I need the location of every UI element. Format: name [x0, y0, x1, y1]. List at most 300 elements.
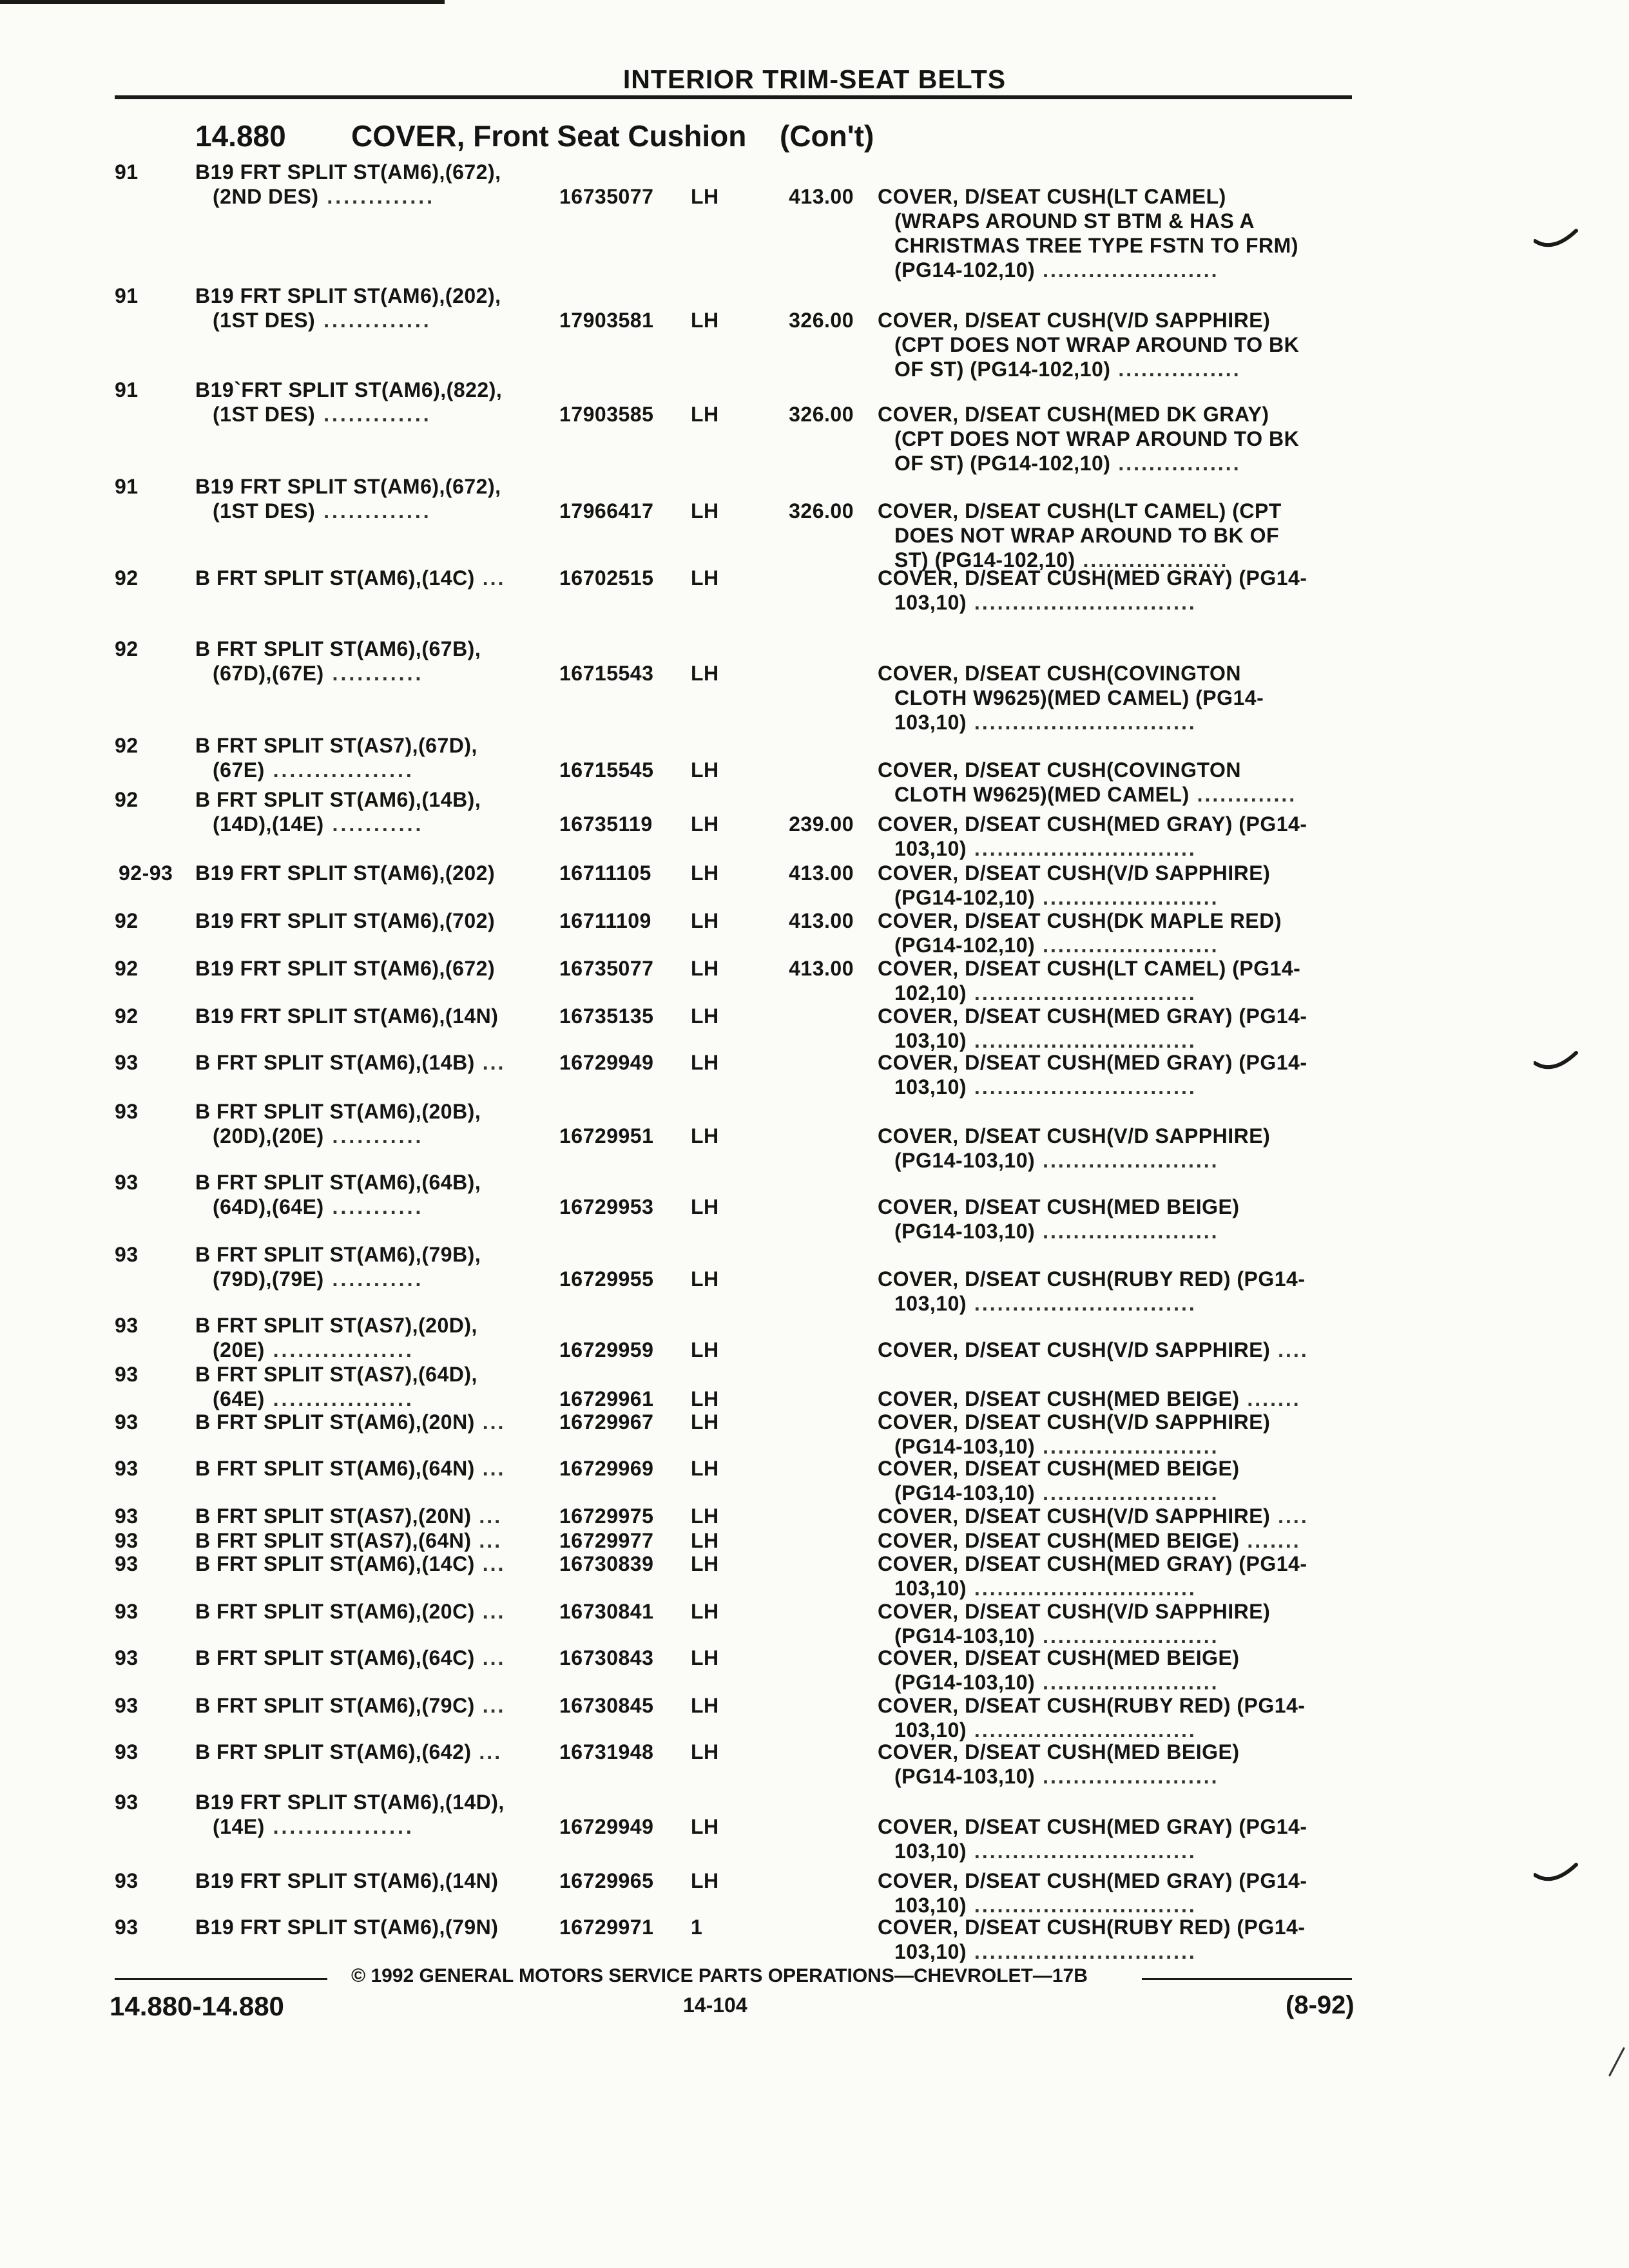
- part-number: 17903585: [559, 403, 654, 426]
- part-number: 16730843: [559, 1646, 654, 1669]
- quantity: LH: [691, 1387, 719, 1410]
- description: [878, 1456, 1354, 1505]
- description: [878, 1915, 1354, 1964]
- item-number: 93: [115, 1646, 139, 1669]
- dot-leader: ...: [471, 1740, 503, 1763]
- description-line: [878, 523, 1354, 548]
- parts-list-line: [195, 1552, 505, 1576]
- parts-list-text: B FRT SPLIT ST(AS7),(20N): [195, 1504, 472, 1528]
- item-number: 93: [115, 1457, 139, 1480]
- dot-leader: .............................: [967, 1577, 1197, 1600]
- description-text: COVER, D/SEAT CUSH(RUBY RED) (PG14-: [878, 1694, 1306, 1717]
- description: [878, 861, 1354, 910]
- description-text: 103,10): [894, 1718, 967, 1742]
- parts-list-continuation: [213, 1195, 423, 1219]
- description-line: [878, 861, 1354, 885]
- item-number: 93: [115, 1363, 139, 1386]
- item-number: 93: [115, 1051, 139, 1074]
- parts-list-text: B19 FRT SPLIT ST(AM6),(202): [195, 861, 496, 885]
- quantity: LH: [691, 1529, 719, 1552]
- description-line: [878, 1291, 1354, 1316]
- description: [878, 758, 1354, 807]
- part-number: 16729949: [559, 1051, 654, 1074]
- item-number: 93: [115, 1694, 139, 1717]
- dot-leader: ...: [474, 1457, 506, 1480]
- parts-list-text: (64E): [213, 1387, 265, 1410]
- dot-leader: ...: [471, 1529, 503, 1552]
- part-number: 16711105: [559, 861, 651, 885]
- description-text: ST) (PG14-102,10): [894, 548, 1075, 572]
- description-text: COVER, D/SEAT CUSH(MED GRAY) (PG14-: [878, 1004, 1307, 1028]
- item-number: 93: [115, 1243, 139, 1266]
- description-text: COVER, D/SEAT CUSH(MED BEIGE): [878, 1646, 1240, 1669]
- part-number: 16735077: [559, 957, 654, 980]
- description-line: [878, 499, 1354, 523]
- parts-list-line: B FRT SPLIT ST(AM6),(14B),: [195, 788, 481, 811]
- parts-list-continuation: [213, 758, 414, 782]
- description-text: 103,10): [894, 1940, 967, 1963]
- description-text: COVER, D/SEAT CUSH(MED BEIGE): [878, 1195, 1240, 1218]
- description-line: [878, 566, 1354, 590]
- section-continued: (Con't): [780, 119, 874, 153]
- parts-list-text: B19 FRT SPLIT ST(AM6),(79N): [195, 1916, 499, 1939]
- dot-leader: ...........: [323, 1267, 424, 1291]
- description-text: 103,10): [894, 1577, 967, 1600]
- item-number: 93: [115, 1314, 139, 1337]
- part-number: 16729975: [559, 1504, 654, 1528]
- description-line: [878, 1219, 1354, 1244]
- dot-leader: .......................: [1035, 1149, 1219, 1172]
- quantity: LH: [691, 309, 719, 332]
- dot-leader: .......................: [1035, 934, 1219, 957]
- parts-list-line: [195, 1915, 498, 1939]
- parts-list-line: [195, 1693, 505, 1718]
- description-text: (PG14-103,10): [894, 1149, 1036, 1172]
- part-number: 16729969: [559, 1457, 654, 1480]
- dot-leader: .......................: [1035, 1481, 1219, 1504]
- parts-list-text: B19 FRT SPLIT ST(AM6),(14N): [195, 1004, 499, 1028]
- page-title: INTERIOR TRIM-SEAT BELTS: [622, 64, 1007, 94]
- parts-list-line: B FRT SPLIT ST(AS7),(64D),: [195, 1363, 477, 1386]
- part-number: 16729953: [559, 1195, 654, 1218]
- quantity: LH: [691, 812, 719, 836]
- description-line: [878, 184, 1354, 209]
- dot-leader: .............: [315, 499, 432, 523]
- description-line: [878, 1075, 1354, 1099]
- description-line: [878, 1576, 1354, 1600]
- footer-rule-right: [1142, 1978, 1352, 1980]
- parts-list-continuation: [213, 1124, 423, 1148]
- description-text: 103,10): [894, 1292, 967, 1315]
- quantity: LH: [691, 1410, 719, 1434]
- quantity: LH: [691, 861, 719, 885]
- description-text: COVER, D/SEAT CUSH(MED BEIGE): [878, 1457, 1240, 1480]
- price: 326.00: [789, 403, 854, 426]
- dot-leader: .............................: [967, 711, 1197, 734]
- part-number: 16730839: [559, 1552, 654, 1575]
- description-text: CHRISTMAS TREE TYPE FSTN TO FRM): [894, 234, 1298, 257]
- quantity: LH: [691, 1552, 719, 1575]
- description: [878, 402, 1354, 476]
- description: [878, 1124, 1354, 1173]
- dot-leader: ...: [474, 1694, 506, 1717]
- parts-list-text: (2ND DES): [213, 185, 319, 208]
- description-line: [878, 686, 1354, 710]
- description-text: (WRAPS AROUND ST BTM & HAS A: [894, 209, 1255, 233]
- dot-leader: .................: [264, 1387, 414, 1410]
- description: [878, 1195, 1354, 1244]
- price: 413.00: [789, 909, 854, 932]
- part-number: 16702515: [559, 566, 654, 590]
- description-line: [878, 1124, 1354, 1148]
- quantity: LH: [691, 758, 719, 782]
- item-number: 93: [115, 1171, 139, 1194]
- description-text: COVER, D/SEAT CUSH(COVINGTON: [878, 758, 1241, 782]
- description-line: [878, 1504, 1354, 1528]
- item-number: 92: [115, 788, 139, 811]
- part-number: 16715545: [559, 758, 654, 782]
- description-text: COVER, D/SEAT CUSH(V/D SAPPHIRE): [878, 1410, 1271, 1434]
- parts-list-text: B FRT SPLIT ST(AM6),(14C): [195, 1552, 475, 1575]
- dot-leader: .............................: [967, 1029, 1197, 1052]
- parts-list-text: (67D),(67E): [213, 662, 324, 685]
- description: [878, 1528, 1354, 1553]
- description-line: [878, 1869, 1354, 1893]
- description-text: COVER, D/SEAT CUSH(MED GRAY) (PG14-: [878, 1051, 1307, 1074]
- description: [878, 1004, 1354, 1053]
- parts-list-continuation: [213, 308, 432, 332]
- part-number: 16735077: [559, 185, 654, 208]
- description-line: [878, 836, 1354, 861]
- quantity: LH: [691, 1815, 719, 1838]
- dot-leader: .............: [315, 403, 432, 426]
- parts-list-text: B FRT SPLIT ST(AM6),(20C): [195, 1600, 475, 1623]
- parts-list-line: B FRT SPLIT ST(AM6),(64B),: [195, 1171, 481, 1194]
- parts-list-line: B19 FRT SPLIT ST(AM6),(672),: [195, 475, 501, 498]
- description-text: 103,10): [894, 1075, 967, 1099]
- dot-leader: .............................: [967, 591, 1197, 614]
- dot-leader: .................: [264, 1338, 414, 1361]
- quantity: LH: [691, 1600, 719, 1623]
- description-line: [878, 1893, 1354, 1917]
- description: [878, 1387, 1354, 1411]
- description-line: [878, 1718, 1354, 1742]
- quantity: LH: [691, 1195, 719, 1218]
- section-title: COVER, Front Seat Cushion: [351, 119, 747, 153]
- parts-list-line: [195, 1528, 502, 1553]
- dot-leader: .......: [1239, 1529, 1301, 1552]
- item-number: 92: [115, 637, 139, 660]
- parts-list-text: B FRT SPLIT ST(AS7),(64N): [195, 1529, 472, 1552]
- price: 413.00: [789, 185, 854, 208]
- parts-list-line: [195, 1740, 502, 1764]
- dot-leader: .............: [318, 185, 435, 208]
- dot-leader: ...: [471, 1504, 503, 1528]
- parts-list-text: B19 FRT SPLIT ST(AM6),(702): [195, 909, 496, 932]
- header-rule: [115, 95, 1352, 99]
- dot-leader: .................: [264, 1815, 414, 1838]
- item-number: 93: [115, 1552, 139, 1575]
- parts-list-line: B19`FRT SPLIT ST(AM6),(822),: [195, 378, 503, 401]
- parts-list-text: B FRT SPLIT ST(AM6),(20N): [195, 1410, 475, 1434]
- parts-list-text: B FRT SPLIT ST(AM6),(14B): [195, 1051, 475, 1074]
- parts-list-continuation: [213, 1267, 423, 1291]
- description: [878, 956, 1354, 1005]
- parts-list-line: B FRT SPLIT ST(AM6),(67B),: [195, 637, 481, 660]
- footer-date: (8-92): [1286, 1991, 1354, 2019]
- description-line: [878, 402, 1354, 427]
- dot-leader: .............................: [967, 1940, 1197, 1963]
- description-line: [878, 308, 1354, 332]
- price: 326.00: [789, 499, 854, 523]
- parts-list-continuation: [213, 661, 423, 686]
- part-number: 16735135: [559, 1004, 654, 1028]
- dot-leader: ...................: [1075, 548, 1229, 572]
- description-line: [878, 1552, 1354, 1576]
- description-line: [878, 357, 1354, 381]
- item-number: 93: [115, 1600, 139, 1623]
- description-text: COVER, D/SEAT CUSH(V/D SAPPHIRE): [878, 1600, 1271, 1623]
- description-line: [878, 451, 1354, 476]
- parts-list-text: B FRT SPLIT ST(AM6),(642): [195, 1740, 472, 1763]
- dot-leader: .............................: [967, 1075, 1197, 1099]
- quantity: LH: [691, 1051, 719, 1074]
- price: 326.00: [789, 309, 854, 332]
- part-number: 16729977: [559, 1529, 654, 1552]
- parts-list-line: [195, 1050, 505, 1075]
- description: [878, 1693, 1354, 1742]
- item-number: 92: [115, 957, 139, 980]
- parts-list-text: (64D),(64E): [213, 1195, 324, 1218]
- description-line: [878, 1814, 1354, 1839]
- description-line: [878, 981, 1354, 1005]
- description-line: [878, 1267, 1354, 1291]
- quantity: LH: [691, 1457, 719, 1480]
- parts-list-continuation: [213, 184, 435, 209]
- description-text: 103,10): [894, 1840, 967, 1863]
- parts-list-text: B FRT SPLIT ST(AM6),(64C): [195, 1646, 475, 1669]
- margin-check-mark: [1534, 1049, 1579, 1075]
- item-number: 91: [115, 378, 139, 401]
- part-number: 17903581: [559, 309, 654, 332]
- footer-section-range: 14.880-14.880: [110, 1991, 284, 2021]
- item-number: 91: [115, 284, 139, 307]
- part-number: 16729959: [559, 1338, 654, 1361]
- parts-list-text: B19 FRT SPLIT ST(AM6),(672): [195, 957, 496, 980]
- parts-list-line: [195, 1504, 502, 1528]
- description-line: [878, 1387, 1354, 1411]
- description-line: [878, 758, 1354, 782]
- dot-leader: .......................: [1035, 886, 1219, 909]
- description: [878, 308, 1354, 381]
- description-line: [878, 1434, 1354, 1459]
- quantity: LH: [691, 1267, 719, 1291]
- parts-list-text: (14E): [213, 1815, 265, 1838]
- dot-leader: ...: [474, 1051, 506, 1074]
- description-text: 103,10): [894, 837, 967, 860]
- description: [878, 1814, 1354, 1863]
- description-text: (PG14-103,10): [894, 1481, 1036, 1504]
- part-number: 17966417: [559, 499, 654, 523]
- section-number: 14.880: [195, 119, 286, 153]
- price: 239.00: [789, 812, 854, 836]
- dot-leader: .......: [1239, 1387, 1301, 1410]
- description-text: COVER, D/SEAT CUSH(LT CAMEL) (PG14-: [878, 957, 1301, 980]
- footer-page-number: 14-104: [683, 1994, 747, 2017]
- part-number: 16729967: [559, 1410, 654, 1434]
- description-line: [878, 1028, 1354, 1053]
- description-text: (PG14-103,10): [894, 1624, 1036, 1648]
- parts-list-line: [195, 1456, 505, 1481]
- parts-list-text: (20E): [213, 1338, 265, 1361]
- parts-list-line: [195, 566, 505, 590]
- parts-list-line: B FRT SPLIT ST(AS7),(20D),: [195, 1314, 477, 1337]
- margin-pen-mark: [1607, 2046, 1626, 2078]
- description-text: COVER, D/SEAT CUSH(MED GRAY) (PG14-: [878, 812, 1307, 836]
- item-number: 92: [115, 909, 139, 932]
- quantity: LH: [691, 1004, 719, 1028]
- parts-list-text: (20D),(20E): [213, 1124, 324, 1148]
- parts-list-text: B FRT SPLIT ST(AM6),(14C): [195, 566, 475, 590]
- parts-list-line: B FRT SPLIT ST(AS7),(67D),: [195, 734, 477, 757]
- item-number: 93: [115, 1916, 139, 1939]
- part-number: 16729965: [559, 1869, 654, 1892]
- description: [878, 1410, 1354, 1459]
- description-text: COVER, D/SEAT CUSH(MED BEIGE): [878, 1387, 1240, 1410]
- description-line: [878, 908, 1354, 933]
- description-line: [878, 1599, 1354, 1624]
- parts-list-line: [195, 861, 495, 885]
- footer-rule-left: [115, 1978, 327, 1980]
- description-text: (PG14-102,10): [894, 886, 1036, 909]
- description: [878, 661, 1354, 735]
- description-line: [878, 1410, 1354, 1434]
- description: [878, 1504, 1354, 1528]
- dot-leader: .............................: [967, 1840, 1197, 1863]
- item-number: 93: [115, 1740, 139, 1763]
- quantity: LH: [691, 909, 719, 932]
- description-text: (PG14-102,10): [894, 258, 1036, 282]
- parts-list-text: (79D),(79E): [213, 1267, 324, 1291]
- description-line: [878, 1528, 1354, 1553]
- dot-leader: .............................: [967, 837, 1197, 860]
- description-text: COVER, D/SEAT CUSH(COVINGTON: [878, 662, 1241, 685]
- description-line: [878, 1939, 1354, 1964]
- parts-list-text: (1ST DES): [213, 403, 316, 426]
- dot-leader: .............: [1189, 783, 1297, 806]
- price: 413.00: [789, 957, 854, 980]
- parts-list-line: B19 FRT SPLIT ST(AM6),(202),: [195, 284, 501, 307]
- quantity: LH: [691, 566, 719, 590]
- parts-list-text: (1ST DES): [213, 309, 316, 332]
- dot-leader: .......................: [1035, 1435, 1219, 1458]
- dot-leader: ...........: [323, 812, 424, 836]
- parts-list-line: [195, 1599, 505, 1624]
- description: [878, 1646, 1354, 1695]
- quantity: LH: [691, 1869, 719, 1892]
- parts-list-continuation: [213, 499, 432, 523]
- description: [878, 566, 1354, 615]
- item-number: 92: [115, 1004, 139, 1028]
- quantity: LH: [691, 185, 719, 208]
- description-text: COVER, D/SEAT CUSH(LT CAMEL) (CPT: [878, 499, 1282, 523]
- item-number: 93: [115, 1869, 139, 1892]
- parts-list-continuation: [213, 1387, 414, 1411]
- dot-leader: .............: [315, 309, 432, 332]
- description-text: COVER, D/SEAT CUSH(RUBY RED) (PG14-: [878, 1267, 1306, 1291]
- description-line: [878, 1839, 1354, 1863]
- dot-leader: ...: [474, 566, 506, 590]
- part-number: 16730845: [559, 1694, 654, 1717]
- description-line: [878, 1670, 1354, 1695]
- description: [878, 499, 1354, 572]
- item-number: 92-93: [119, 861, 173, 885]
- quantity: LH: [691, 957, 719, 980]
- part-number: 16729951: [559, 1124, 654, 1148]
- description-line: [878, 427, 1354, 451]
- parts-list-text: B19 FRT SPLIT ST(AM6),(14N): [195, 1869, 499, 1892]
- description-text: OF ST) (PG14-102,10): [894, 358, 1111, 381]
- description-text: COVER, D/SEAT CUSH(MED GRAY) (PG14-: [878, 1815, 1307, 1838]
- description-line: [878, 1624, 1354, 1648]
- description: [878, 1050, 1354, 1099]
- description-line: [878, 258, 1354, 282]
- description: [878, 1338, 1354, 1362]
- parts-list-line: B19 FRT SPLIT ST(AM6),(672),: [195, 160, 501, 184]
- quantity: LH: [691, 1124, 719, 1148]
- dot-leader: .............................: [967, 1718, 1197, 1742]
- description-text: (PG14-103,10): [894, 1220, 1036, 1243]
- description-text: COVER, D/SEAT CUSH(V/D SAPPHIRE): [878, 1338, 1271, 1361]
- description-text: 103,10): [894, 591, 967, 614]
- footer-copyright: © 1992 GENERAL MOTORS SERVICE PARTS OPERATIONS—CHEVROLET—17B: [351, 1965, 1088, 1986]
- description: [878, 1869, 1354, 1917]
- description-line: [878, 332, 1354, 357]
- price: 413.00: [789, 861, 854, 885]
- dot-leader: ...........: [323, 662, 424, 685]
- description: [878, 1552, 1354, 1600]
- dot-leader: ...........: [323, 1124, 424, 1148]
- description-text: COVER, D/SEAT CUSH(LT CAMEL): [878, 185, 1226, 208]
- quantity: LH: [691, 1694, 719, 1717]
- part-number: 16729971: [559, 1916, 654, 1939]
- dot-leader: ................: [1110, 358, 1241, 381]
- parts-list-text: B FRT SPLIT ST(AM6),(64N): [195, 1457, 475, 1480]
- dot-leader: .......................: [1035, 1765, 1219, 1788]
- description-line: [878, 1693, 1354, 1718]
- part-number: 16729955: [559, 1267, 654, 1291]
- description-text: COVER, D/SEAT CUSH(V/D SAPPHIRE): [878, 861, 1271, 885]
- quantity: 1: [691, 1916, 703, 1939]
- description: [878, 1267, 1354, 1316]
- description-text: DOES NOT WRAP AROUND TO BK OF: [894, 524, 1280, 547]
- parts-list-text: (67E): [213, 758, 265, 782]
- parts-list-continuation: [213, 1814, 414, 1839]
- description-line: [878, 233, 1354, 258]
- item-number: 93: [115, 1504, 139, 1528]
- description-text: COVER, D/SEAT CUSH(MED DK GRAY): [878, 403, 1269, 426]
- part-number: 16730841: [559, 1600, 654, 1623]
- dot-leader: ....: [1270, 1504, 1309, 1528]
- description-line: [878, 1481, 1354, 1505]
- margin-check-mark: [1534, 1861, 1579, 1887]
- description-text: (PG14-103,10): [894, 1765, 1036, 1788]
- description-line: [878, 590, 1354, 615]
- parts-list-line: B19 FRT SPLIT ST(AM6),(14D),: [195, 1791, 505, 1814]
- part-number: 16711109: [559, 909, 651, 932]
- description-text: CLOTH W9625)(MED CAMEL) (PG14-: [894, 686, 1264, 709]
- description-text: COVER, D/SEAT CUSH(V/D SAPPHIRE): [878, 309, 1271, 332]
